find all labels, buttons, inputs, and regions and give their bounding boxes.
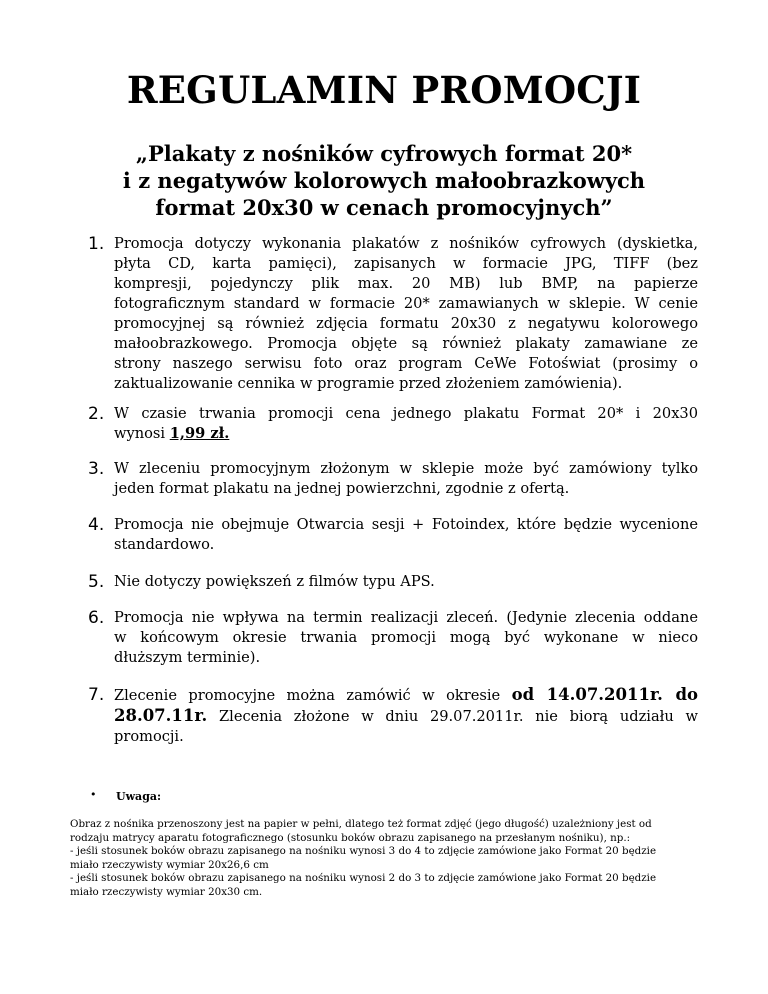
rule-text [114, 572, 698, 592]
rule-line: w końcowym okresie trwania promocji mogą być wykonane w nieco [114, 629, 698, 646]
rule-text [114, 608, 698, 668]
bullet-icon: • [90, 788, 97, 801]
rule-line: dłuższym terminie). [114, 649, 261, 666]
rule-number: 3. [88, 459, 105, 479]
rule-line: zaktualizowanie cennika w programie przed złożeniem zamówienia). [114, 375, 623, 392]
rule-line: Promocja nie wpływa na termin realizacji zleceń. (Jedynie zlecenia oddane [114, 609, 698, 626]
note-line: Obraz z nośnika przenoszony jest na papier w pełni, dlatego też format zdjęć (jego długość) uzależniony jest od [70, 818, 652, 830]
rule-line-start: Zlecenie promocyjne można zamówić w okresie [114, 687, 512, 704]
page-title: REGULAMIN PROMOCJI [126, 68, 642, 112]
note-line: - jeśli stosunek boków obrazu zapisanego na nośniku wynosi 3 do 4 to zdjęcie zamówione jako Format 20 będzie [70, 845, 657, 858]
rule-text [114, 459, 698, 499]
rule-number: 4. [88, 515, 105, 535]
rule-line: promocji. [114, 728, 184, 745]
subtitle-line: „Plakaty z nośników cyfrowych format 20* [135, 141, 633, 166]
subtitle-line: i z negatywów kolorowych małoobrazkowych [122, 168, 646, 193]
note-text [70, 818, 700, 900]
note-line: miało rzeczywisty wymiar 20x26,6 cm [70, 858, 269, 871]
page-subtitle [60, 140, 708, 221]
promo-end-date: 28.07.11r. [114, 706, 208, 725]
rule-line-end: Zlecenia złożone w dniu 29.07.2011r. nie biorą udziału w [207, 708, 698, 725]
rule-text [114, 685, 698, 747]
rule-line [114, 685, 698, 706]
note-line: rodzaju matrycy aparatu fotograficznego (stosunku boków obrazu zapisanego na przesłanym nośniku), np.: [70, 831, 631, 844]
rule-line: W zleceniu promocyjnym złożonym w sklepie może być zamówiony tylko [114, 460, 698, 477]
rule-line: płyta CD, karta pamięci), zapisanych w formacie JPG, TIFF (bez [114, 255, 698, 272]
rule-line: kompresji, pojedynczy plik max. 20 MB) lub BMP, na papierze [114, 275, 698, 292]
rule-line: strony naszego serwisu foto oraz program CeWe Fotoświat (prosimy o [114, 355, 698, 372]
rule-line: Promocja nie obejmuje Otwarcia sesji + Fotoindex, które będzie wycenione [114, 516, 698, 533]
rule-number: 5. [88, 572, 105, 592]
rule-text [114, 404, 698, 444]
promo-price: 1,99 zł. [169, 425, 230, 442]
rule-line-start: wynosi [114, 425, 170, 442]
promo-date-range: od 14.07.2011r. do [511, 685, 698, 704]
subtitle-line: format 20x30 w cenach promocyjnych” [155, 195, 613, 220]
note-label: Uwaga: [116, 790, 162, 803]
rule-text [114, 234, 698, 394]
rule-number: 6. [88, 608, 105, 628]
rule-line: promocyjnej są również zdjęcia formatu 20x30 z negatywu kolorowego [114, 315, 698, 332]
rule-line: fotograficznym standard w formacie 20* zamawianych w sklepie. W cenie [114, 295, 698, 312]
rule-line: jeden format plakatu na jednej powierzchni, zgodnie z ofertą. [114, 480, 570, 497]
rule-line [114, 424, 698, 444]
rule-line: W czasie trwania promocji cena jednego plakatu Format 20* i 20x30 [114, 405, 698, 422]
rule-number: 2. [88, 404, 105, 424]
note-line: miało rzeczywisty wymiar 20x30 cm. [70, 885, 263, 898]
note-line: - jeśli stosunek boków obrazu zapisanego na nośniku wynosi 2 do 3 to zdjęcie zamówione jako Format 20 będzie [70, 872, 657, 885]
rule-line: standardowo. [114, 536, 215, 553]
rule-text [114, 515, 698, 555]
rule-line [114, 706, 698, 727]
rule-number: 1. [88, 234, 105, 254]
rule-number: 7. [88, 685, 105, 705]
rule-line: małoobrazkowego. Promocja objęte są również plakaty zamawiane ze [114, 335, 698, 352]
rule-line: Promocja dotyczy wykonania plakatów z nośników cyfrowych (dyskietka, [114, 235, 698, 252]
rule-line: Nie dotyczy powiększeń z filmów typu APS. [114, 573, 435, 590]
